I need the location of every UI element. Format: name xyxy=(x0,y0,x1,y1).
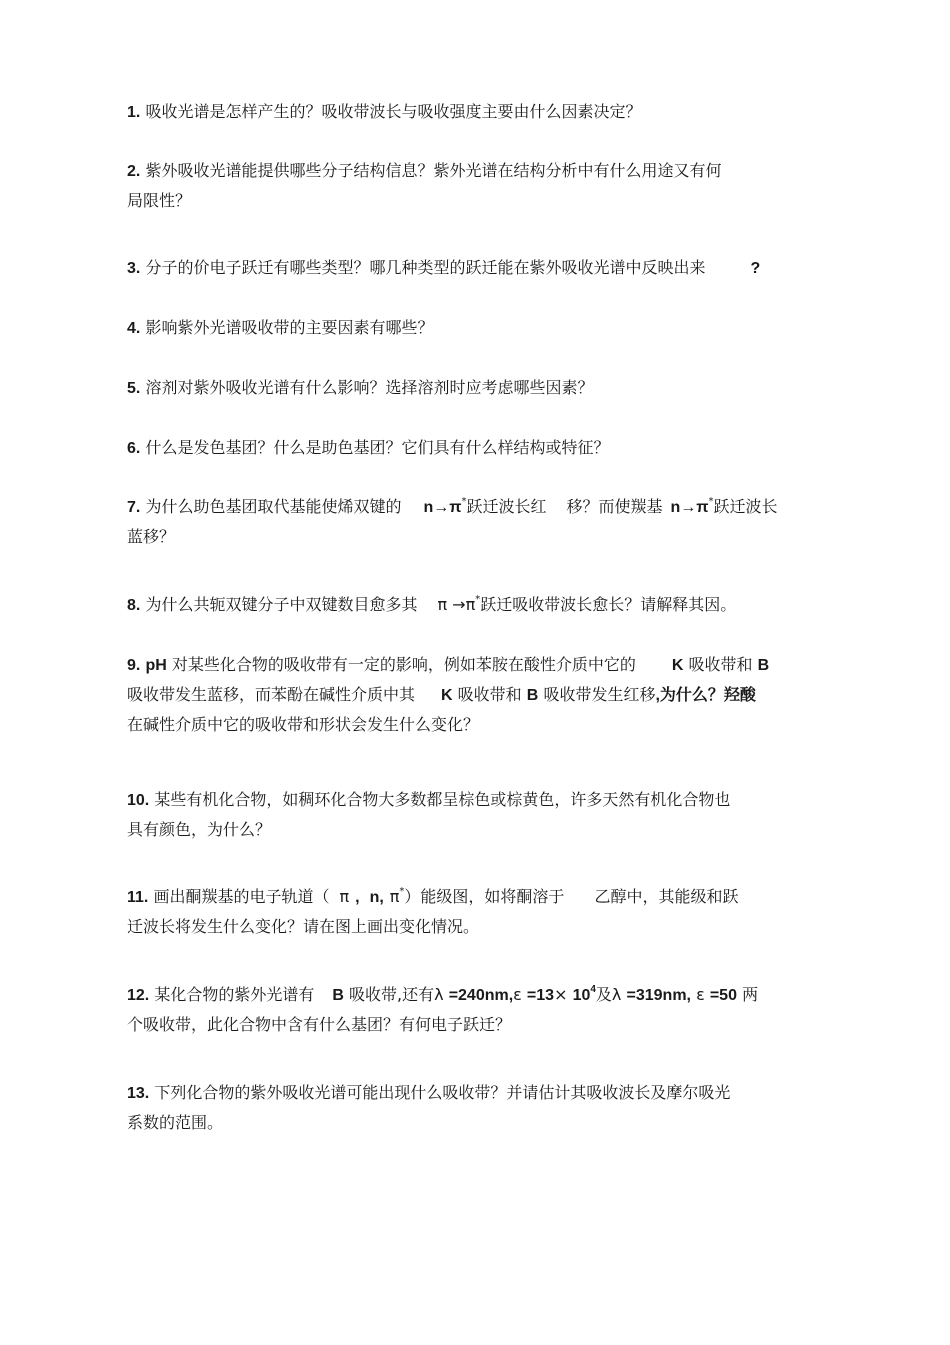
times-symbol: × xyxy=(554,985,568,1004)
question-text-cont: 在碱性介质中它的吸收带和形状会发生什么变化？ xyxy=(127,715,480,734)
question-text: 吸收带发生蓝移，而苯酚在碱性介质中其 xyxy=(127,685,416,704)
superscript-star: * xyxy=(399,886,405,897)
epsilon-value: =50 xyxy=(709,987,737,1004)
question-3 xyxy=(127,253,887,284)
question-text: 吸收带 xyxy=(349,985,398,1004)
lambda-value: =240nm, xyxy=(448,987,514,1004)
question-mark: ? xyxy=(750,260,761,277)
exponent: 4 xyxy=(590,984,596,995)
b-band: B xyxy=(757,657,770,674)
question-13 xyxy=(127,1078,887,1138)
question-10 xyxy=(127,785,887,845)
question-text: 某些有机化合物，如稠环化合物大多数都呈棕色或棕黄色，许多天然有机化合物也 xyxy=(154,790,731,809)
question-text-cont: 具有颜色，为什么？ xyxy=(127,820,272,839)
orbital-pi: π xyxy=(339,887,350,906)
question-text: 移？而使羰基 xyxy=(566,497,663,516)
question-number: 11. xyxy=(127,889,149,906)
ph-label: pH xyxy=(145,657,167,674)
question-number: 4. xyxy=(127,320,141,337)
question-number: 7. xyxy=(127,499,141,516)
transition-n-pi: n→π xyxy=(423,499,462,516)
question-5 xyxy=(127,373,887,404)
question-number: 1. xyxy=(127,104,141,121)
question-text: 及λ xyxy=(595,985,622,1004)
superscript-star: * xyxy=(708,496,714,507)
question-number: 13. xyxy=(127,1085,150,1102)
transition-pi-pi: π →π xyxy=(437,595,476,614)
power-base: 10 xyxy=(572,987,591,1004)
question-7 xyxy=(127,492,887,552)
question-text: 为什么共轭双键分子中双键数目愈多其 xyxy=(145,595,418,614)
question-text: 跃迁吸收带波长愈长？请解释其因。 xyxy=(480,595,737,614)
question-text: 吸收带发生红移 xyxy=(543,685,656,704)
question-12 xyxy=(127,980,887,1040)
question-number: 10. xyxy=(127,792,150,809)
question-text: 什么是发色基团？什么是助色基团？它们具有什么样结构或特征？ xyxy=(145,438,610,457)
b-band: B xyxy=(332,987,344,1004)
epsilon-symbol: ε xyxy=(696,985,705,1004)
question-number: 3. xyxy=(127,260,141,277)
question-text-cont: 系数的范围。 xyxy=(127,1113,224,1132)
question-text: 某化合物的紫外光谱有 xyxy=(154,985,315,1004)
question-text: 为什么助色基团取代基能使烯双键的 xyxy=(145,497,402,516)
question-text: 乙醇中，其能级和跃 xyxy=(594,887,739,906)
question-number: 6. xyxy=(127,440,141,457)
question-text-cont: 蓝移？ xyxy=(127,527,176,546)
k-band: K xyxy=(671,657,684,674)
question-text: 溶剂对紫外吸收光谱有什么影响？选择溶剂时应考虑哪些因素？ xyxy=(145,378,594,397)
question-4 xyxy=(127,313,887,344)
question-number: 12. xyxy=(127,987,150,1004)
question-text: 吸收带和 xyxy=(457,685,522,704)
question-text: 吸收带和 xyxy=(688,655,753,674)
question-6 xyxy=(127,433,887,464)
transition-n-pi: n→π xyxy=(670,499,709,516)
question-text: 跃迁波长 xyxy=(713,497,778,516)
question-text: 紫外吸收光谱能提供哪些分子结构信息？紫外光谱在结构分析中有什么用途又有何 xyxy=(145,161,722,180)
question-number: 5. xyxy=(127,380,141,397)
question-text: 分子的价电子跃迁有哪些类型？哪几种类型的跃迁能在紫外吸收光谱中反映出来 xyxy=(145,258,706,277)
question-text: 吸收光谱是怎样产生的？吸收带波长与吸收强度主要由什么因素决定？ xyxy=(145,102,642,121)
question-2 xyxy=(127,156,887,216)
k-band: K xyxy=(441,687,453,704)
separator: , xyxy=(355,889,360,906)
epsilon-value: =13 xyxy=(526,987,555,1004)
question-1 xyxy=(127,97,887,128)
epsilon-symbol: ε xyxy=(513,985,522,1004)
question-text: ）能级图，如将酮溶于 xyxy=(404,887,565,906)
question-number: 9. xyxy=(127,657,141,674)
question-text: 影响紫外光谱吸收带的主要因素有哪些？ xyxy=(145,318,434,337)
question-text-cont: 局限性？ xyxy=(127,191,192,210)
lambda-value: =319nm, xyxy=(626,987,691,1004)
question-text: 两 xyxy=(742,985,759,1004)
question-text: 跃迁波长红 xyxy=(466,497,547,516)
b-band: B xyxy=(526,687,539,704)
question-11 xyxy=(127,882,887,942)
question-9 xyxy=(127,650,887,740)
orbital-n: n, xyxy=(369,889,384,906)
question-text: ,为什么？羟酸 xyxy=(655,687,756,704)
question-text: 下列化合物的紫外吸收光谱可能出现什么吸收带？并请估计其吸收波长及摩尔吸光 xyxy=(154,1083,731,1102)
question-text-cont: 迁波长将发生什么变化？请在图上画出变化情况。 xyxy=(127,917,480,936)
question-text: 对某些化合物的吸收带有一定的影响，例如苯胺在酸性介质中它的 xyxy=(171,655,636,674)
question-text-cont: 个吸收带，此化合物中含有什么基团？有何电子跃迁？ xyxy=(127,1015,512,1034)
superscript-star: * xyxy=(475,594,481,605)
question-number: 8. xyxy=(127,597,141,614)
question-number: 2. xyxy=(127,163,141,180)
orbital-pi-star: π xyxy=(389,887,400,906)
question-text: ,还有λ xyxy=(397,985,444,1004)
question-text: 画出酮羰基的电子轨道（ xyxy=(153,887,330,906)
superscript-star: * xyxy=(461,496,467,507)
question-8 xyxy=(127,590,887,623)
